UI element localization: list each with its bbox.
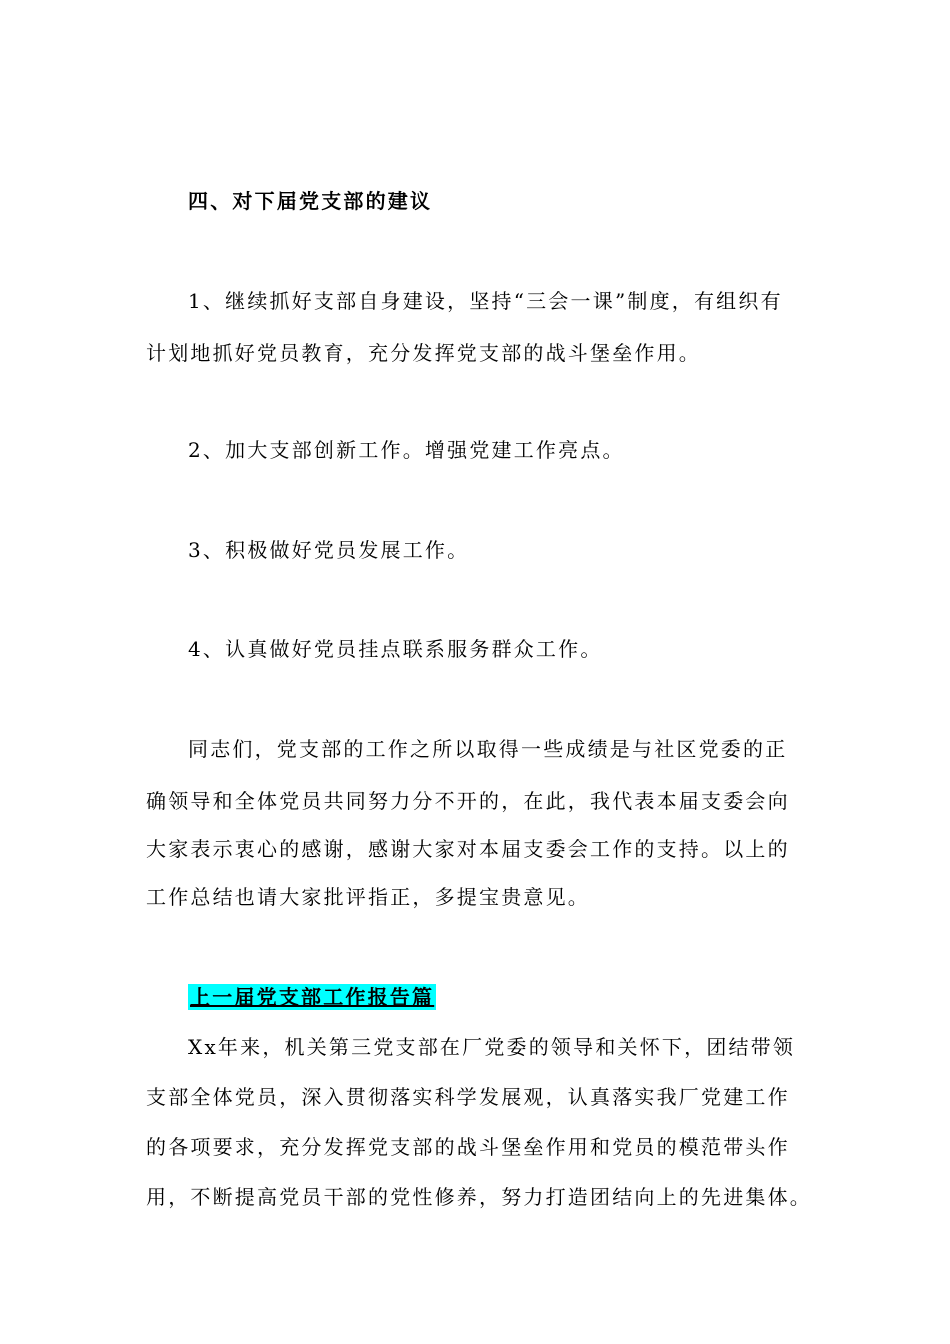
article-title: 上一届党支部工作报告篇 bbox=[190, 985, 435, 1009]
intro-line-2: 支部全体党员，深入贯彻落实科学发展观，认真落实我厂党建工作 bbox=[146, 1085, 790, 1109]
closing-line-3: 大家表示衷心的感谢，感谢大家对本届支委会工作的支持。以上的 bbox=[146, 837, 790, 861]
item-1-line-2: 计划地抓好党员教育，充分发挥党支部的战斗堡垒作用。 bbox=[146, 341, 701, 365]
item-2-line-1: 2、加大支部创新工作。增强党建工作亮点。 bbox=[188, 438, 625, 462]
closing-line-1: 同志们，党支部的工作之所以取得一些成绩是与社区党委的正 bbox=[188, 737, 788, 761]
intro-line-4: 用，不断提高党员干部的党性修养，努力打造团结向上的先进集体。 bbox=[146, 1185, 812, 1209]
intro-line-1: Xx年来，机关第三党支部在厂党委的领导和关怀下，团结带领 bbox=[188, 1035, 796, 1059]
item-1-line-1: 1、继续抓好支部自身建设，坚持“三会一课”制度，有组织有 bbox=[188, 289, 783, 313]
section-heading: 四、对下届党支部的建议 bbox=[188, 189, 433, 213]
item-4-line-1: 4、认真做好党员挂点联系服务群众工作。 bbox=[188, 637, 603, 661]
closing-line-2: 确领导和全体党员共同努力分不开的，在此，我代表本届支委会向 bbox=[146, 789, 790, 813]
item-3-line-1: 3、积极做好党员发展工作。 bbox=[188, 538, 470, 562]
closing-line-4: 工作总结也请大家批评指正，多提宝贵意见。 bbox=[146, 885, 590, 909]
article-title-row bbox=[188, 984, 808, 1010]
intro-line-3: 的各项要求，充分发挥党支部的战斗堡垒作用和党员的模范带头作 bbox=[146, 1135, 790, 1159]
